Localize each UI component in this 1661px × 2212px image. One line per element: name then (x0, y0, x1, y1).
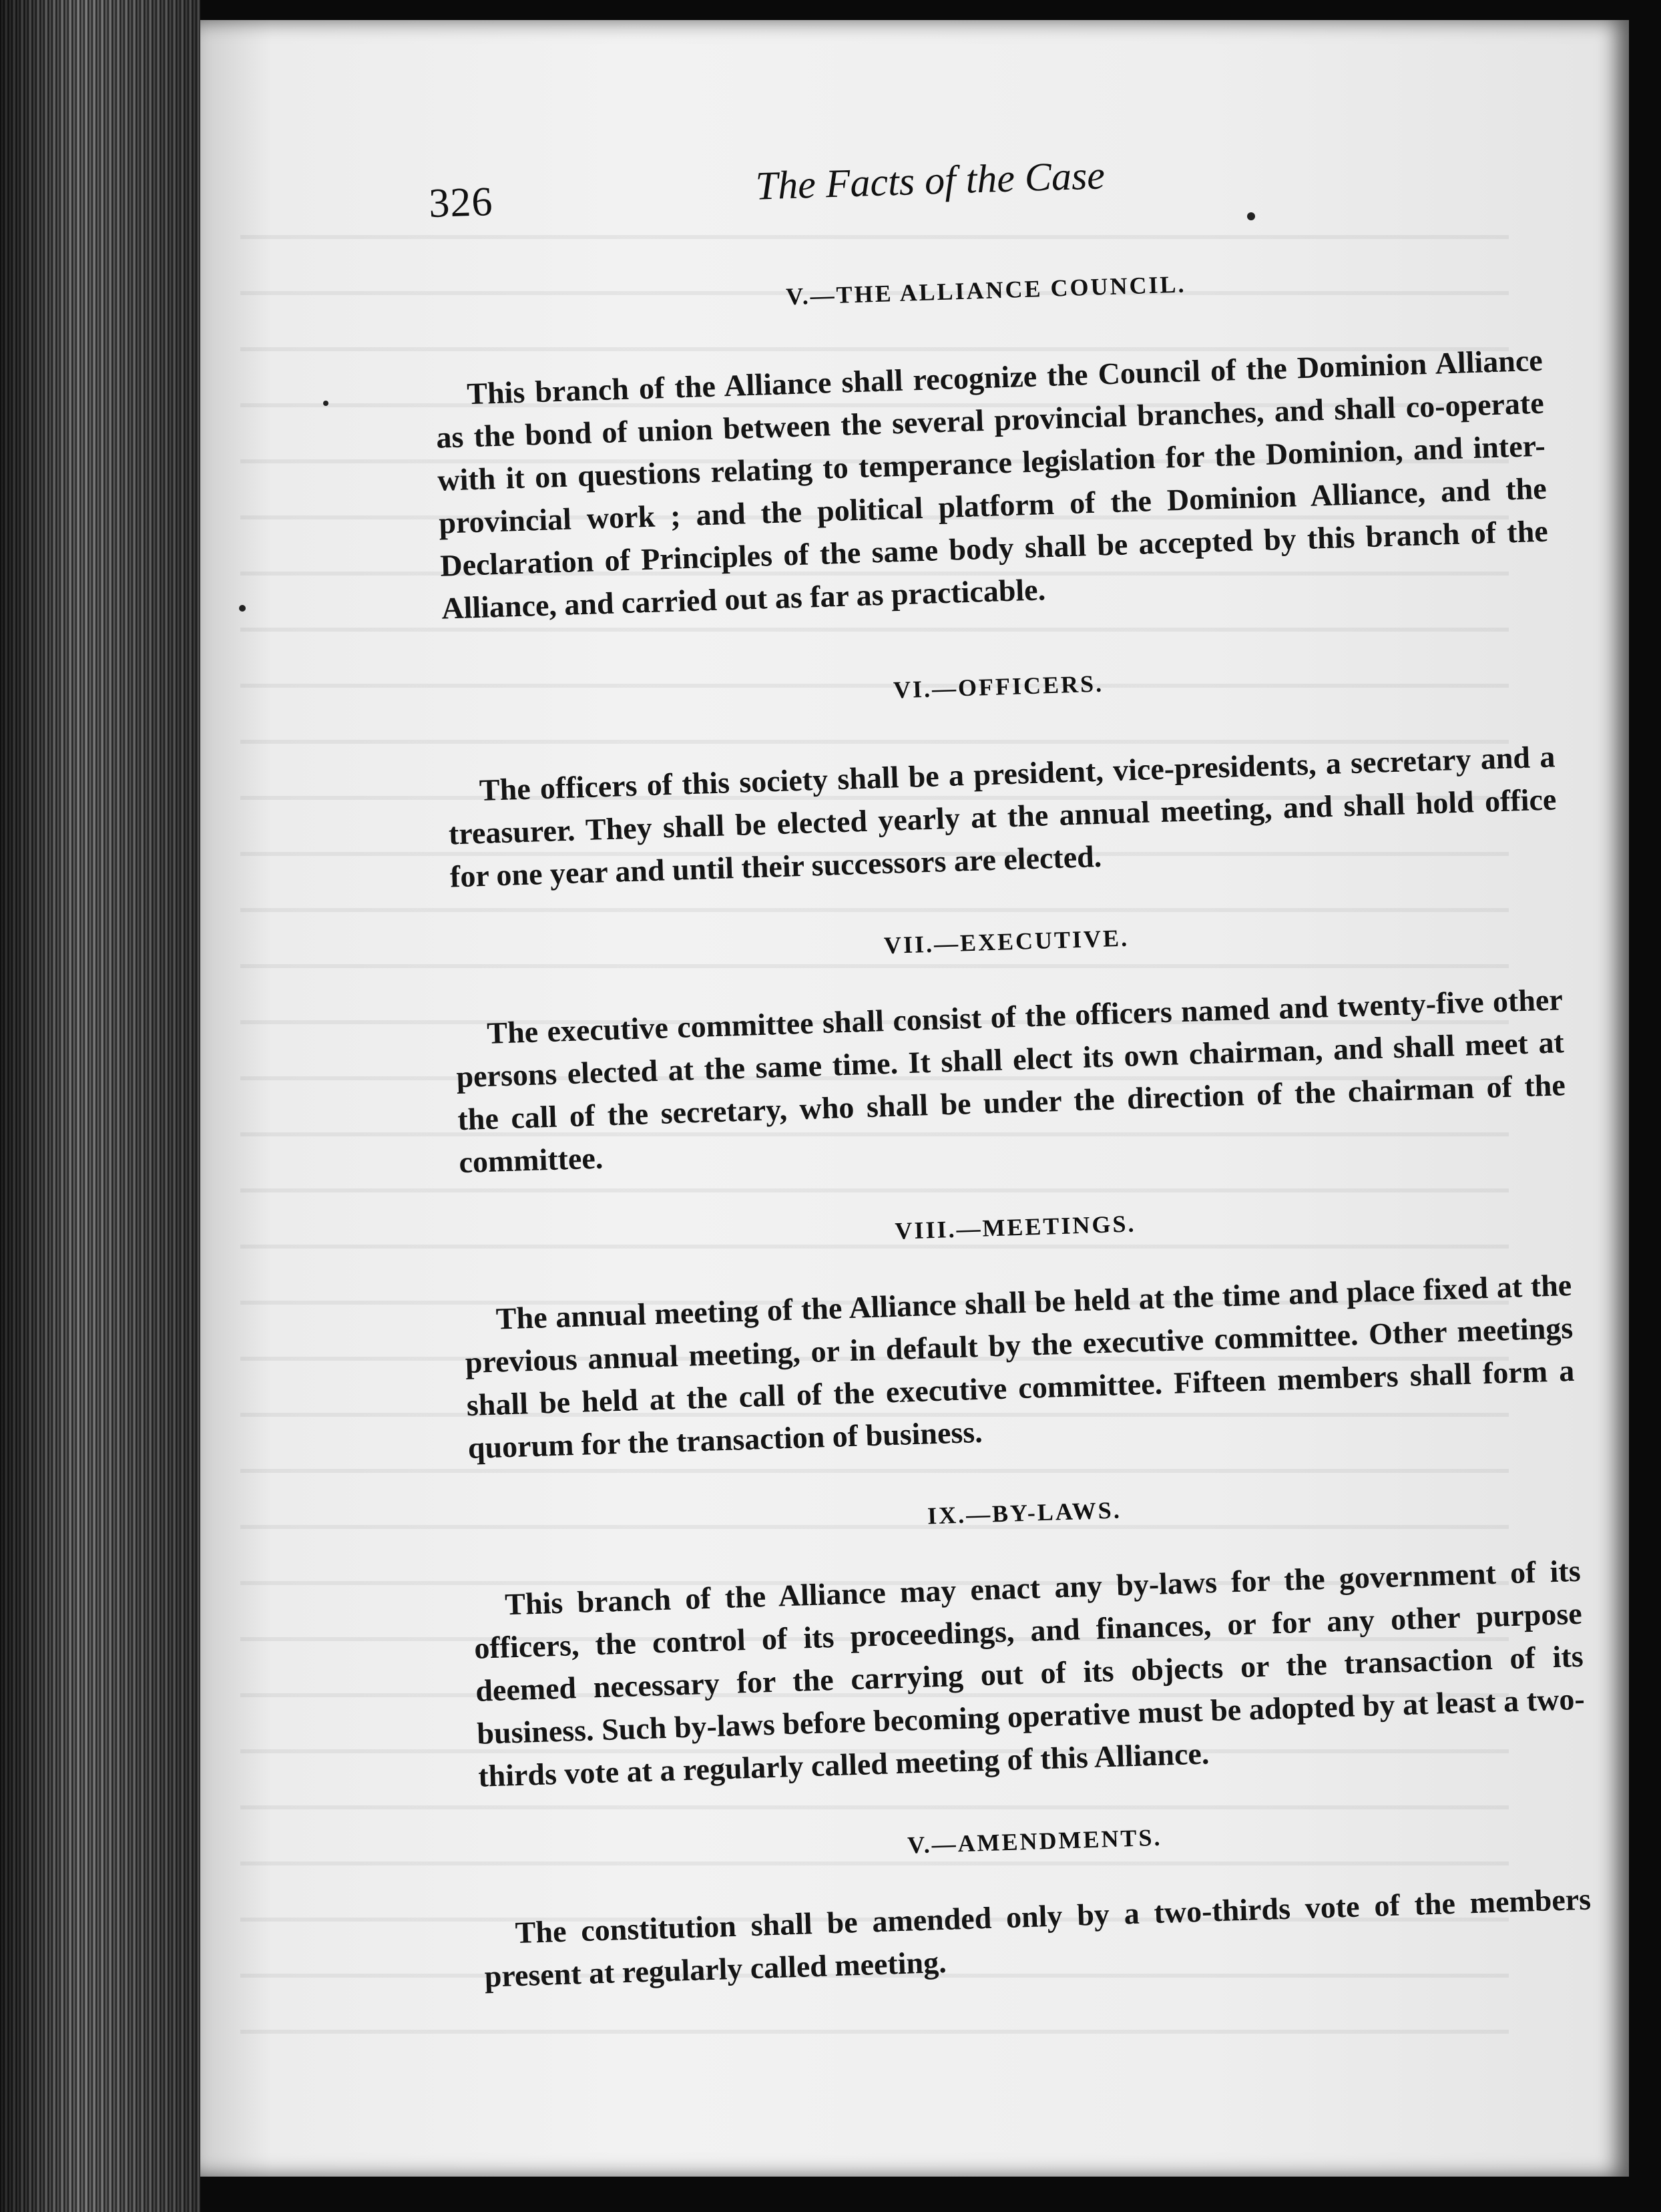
section-heading: IX.—BY-LAWS. (927, 1496, 1122, 1530)
section-officers (444, 655, 1558, 898)
section-text: The officers of this society shall be a president, vice-presidents, a secretary and a treasurer. They shall be elected yearly at the annual meeting, and shall hold office for one year and until their successors are elected. (448, 739, 1558, 894)
section-text: This branch of the Alliance shall recognize the Council of the Dominion Alliance as the bond of union between the several provincial branches, and shall co-operate with it on questions relating to temperance legislation for the Dominion, and inter-provincial work ; and the political platform of the Dominion Alliance, and the Declaration of Principles of the same body shall be accepted by this branch of the Alliance, and carried out as far as practicable. (435, 343, 1549, 626)
section-text: The annual meeting of the Alliance shall be held at the time and place fixed at the previous annual meeting, or in default by the executive committee. Other meetings shall be held at the call of the executive committee. Fifteen members shall form a quorum for the transaction of business. (465, 1268, 1575, 1466)
speck (323, 401, 328, 406)
section-heading: V.—THE ALLIANCE COUNCIL. (785, 270, 1187, 310)
section-by-laws (470, 1482, 1586, 1798)
page-content (427, 119, 1593, 1998)
page-number: 326 (428, 178, 494, 226)
section-heading: V.—AMENDMENTS. (907, 1823, 1163, 1859)
section-text: The constitution shall be amended only by a two-thirds vote of the members present at regularly called meeting. (483, 1882, 1592, 1994)
section-meetings (461, 1196, 1576, 1470)
section-heading: VIII.—MEETINGS. (894, 1210, 1137, 1245)
section-text: This branch of the Alliance may enact any by-laws for the government of its officers, the control of its proceedings, and finances, or for any other purpose deemed necessary for the carrying out of its objects or the transaction of its business. Such by-laws before becoming operative must be adopted by at least a two-thirds vote at a regularly called meeting of this Alliance. (473, 1553, 1586, 1793)
running-title: The Facts of the Case (754, 153, 1106, 208)
section-heading: VI.—OFFICERS. (893, 670, 1104, 704)
section-alliance-council (432, 259, 1550, 630)
section-heading: VII.—EXECUTIVE. (883, 924, 1130, 959)
speck (239, 605, 246, 612)
section-text: The executive committee shall consist of the officers named and twenty-five other persons elected at the same time. It shall elect its own chairman, and shall meet at the call of the secretary, who shall be under the direction of the chairman of the committee. (455, 982, 1566, 1180)
section-executive (452, 910, 1567, 1184)
page-edge-shadow (0, 0, 200, 2212)
